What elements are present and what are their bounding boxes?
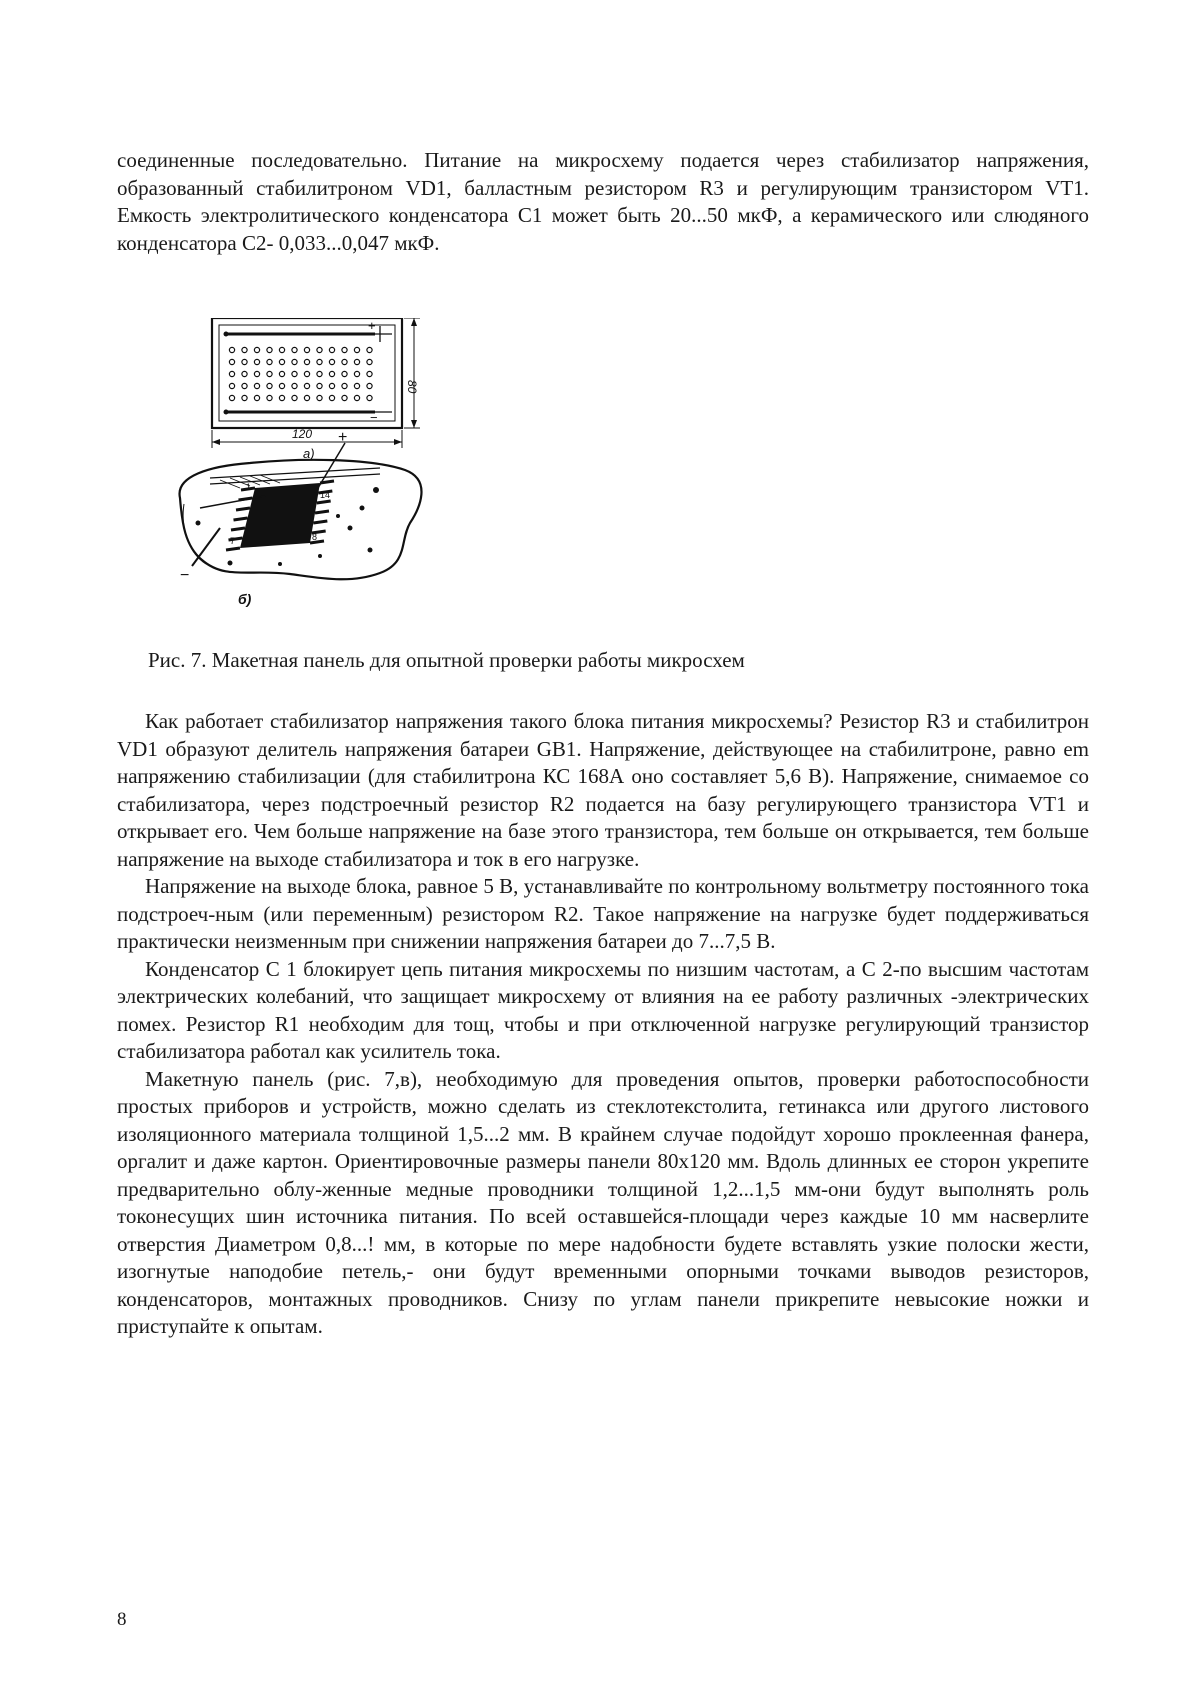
panel-hole [304, 359, 309, 364]
panel-hole [354, 371, 359, 376]
page-number: 8 [117, 1609, 127, 1630]
panel-hole [329, 371, 334, 376]
panel-hole [267, 383, 272, 388]
panel-hole [367, 347, 372, 352]
pin-7-label: 7 [230, 536, 236, 546]
panel-hole [304, 371, 309, 376]
panel-drawing-b [180, 429, 422, 607]
panel-hole [292, 359, 297, 364]
panel-hole [279, 359, 284, 364]
minus-label-a: − [370, 410, 378, 425]
panel-hole [354, 347, 359, 352]
panel-hole [279, 347, 284, 352]
panel-hole [317, 371, 322, 376]
pin-8-label: 8 [312, 532, 318, 542]
panel-hole [254, 359, 259, 364]
hole-grid [229, 347, 372, 400]
panel-hole [242, 347, 247, 352]
panel-hole [267, 359, 272, 364]
pin-14-label: 14 [320, 490, 331, 500]
height-dimension: 80 [405, 380, 419, 394]
chip-pin [236, 508, 250, 510]
panel-hole [329, 359, 334, 364]
panel-hole [292, 347, 297, 352]
panel-hole [292, 395, 297, 400]
plus-label-b: + [338, 429, 348, 446]
width-dimension: 120 [292, 427, 313, 441]
panel-hole [367, 383, 372, 388]
pin-1-label: 1 [246, 482, 252, 492]
paragraph: Конденсатор С 1 блокирует цепь питания микросхемы по низшим частотам, а С 2-по высшим частотам электрических колебаний, что защищает микросхему от влияния на ее работу различных -электрических помех. Резистор R1 необходим для тощ, чтобы и при отключенной нагрузке регулирующий транзистор стабилизатора работал как усилитель тока. [117, 956, 1089, 1063]
panel-hole [367, 395, 372, 400]
chip-pin [226, 548, 240, 550]
intro-text [117, 147, 1089, 257]
panel-hole [254, 395, 259, 400]
panel-hole [317, 395, 322, 400]
panel-hole [267, 395, 272, 400]
panel-hole [229, 347, 234, 352]
panel-hole [342, 371, 347, 376]
panel-hole [354, 395, 359, 400]
paragraph: соединенные последовательно. Питание на микросхему подается через стабилизатор напряжения, образованный стабилитроном VD1, балластным резистором R3 и регулирующим транзистором VT1. Емкость электролитического конденсатора С1 может быть 20...50 мкФ, а керамического или слюдяного конденсатора С2- 0,033...0,047 мкФ. [117, 148, 1089, 255]
panel-hole [329, 395, 334, 400]
chip-pin [315, 511, 329, 513]
panel-hole [304, 395, 309, 400]
chip-pin [313, 521, 327, 523]
chip-pin [317, 501, 331, 503]
panel-hole [279, 383, 284, 388]
panel-hole [317, 347, 322, 352]
panel-hole [254, 371, 259, 376]
panel-drawing-a [212, 318, 420, 461]
panel-hole [279, 395, 284, 400]
panel-hole [367, 371, 372, 376]
panel-hole [254, 347, 259, 352]
panel-hole [342, 395, 347, 400]
panel-hole [229, 359, 234, 364]
panel-hole [254, 383, 259, 388]
chip-pin [231, 528, 245, 530]
panel-hole [354, 383, 359, 388]
chip-pin [234, 518, 248, 520]
panel-hole [229, 395, 234, 400]
figure-caption: Рис. 7. Макетная панель для опытной проверки работы микросхем [148, 648, 745, 672]
panel-hole [267, 347, 272, 352]
body-text [117, 708, 1089, 1341]
panel-hole [292, 383, 297, 388]
label-b: б) [238, 591, 252, 607]
panel-hole [242, 359, 247, 364]
paragraph: Как работает стабилизатор напряжения такого блока питания микросхемы? Резистор R3 и стабилитрон VD1 образуют делитель напряжения батареи GB1. Напряжение, действующее на стабилитроне, равно em напряжению стабилизации (для стабилитрона КС 168А оно составляет 5,6 В). Напряжение, снимаемое со стабилизатора, через подстроечный резистор R2 подается на базу регулирующего транзистора VT1 и открывает его. Чем больше напряжение на базе этого транзистора, тем больше он открывается, тем больше напряжение на выходе стабилизатора и ток в его нагрузке. [117, 709, 1089, 871]
plus-label-a: + [368, 318, 376, 333]
panel-hole [317, 383, 322, 388]
panel-hole [304, 383, 309, 388]
panel-hole [342, 347, 347, 352]
paragraph: Макетную панель (рис. 7,в), необходимую для проведения опытов, проверки работоспособности простых приборов и устройств, можно сделать из стеклотекстолита, гетинакса или другого листового изоляционного материала толщиной 1,5...2 мм. В крайнем случае подойдут хорошо проклеенная фанера, оргалит и даже картон. Ориентировочные размеры панели 80х120 мм. Вдоль длинных ее сторон укрепите предварительно облу-женные медные проводники толщиной 1,2...1,5 мм-они будут выполнять роль токонесущих шин источника питания. По всей оставшейся-площади через каждые 10 мм насверлите отверстия Диаметром 0,8...! мм, в которые по мере надобности будете вставлять узкие полоски жести, изогнутые наподобие петель,- они будут временными опорными точками выводов резисторов, конденсаторов, монтажных проводников. Снизу по углам панели прикрепите невысокие ножки и приступайте к опытам. [117, 1066, 1089, 1338]
panel-hole [242, 395, 247, 400]
panel-hole [242, 383, 247, 388]
panel-hole [354, 359, 359, 364]
panel-hole [279, 371, 284, 376]
panel-hole [329, 347, 334, 352]
panel-hole [242, 371, 247, 376]
panel-hole [342, 359, 347, 364]
paragraph: Напряжение на выходе блока, равное 5 В, устанавливайте по контрольному вольтметру постоянного тока подстроеч-ным (или переменным) резистором R2. Такое напряжение на нагрузке будет поддерживаться практически неизменным при снижении напряжения батареи до 7...7,5 В. [117, 874, 1089, 953]
panel-hole [329, 383, 334, 388]
panel-hole [342, 383, 347, 388]
panel-hole [317, 359, 322, 364]
label-a: а) [303, 446, 315, 461]
panel-hole [229, 383, 234, 388]
panel-hole [304, 347, 309, 352]
panel-hole [367, 359, 372, 364]
panel-hole [292, 371, 297, 376]
breadboard-figure [170, 318, 470, 638]
minus-label-b: − [180, 567, 190, 584]
panel-hole [267, 371, 272, 376]
panel-hole [229, 371, 234, 376]
